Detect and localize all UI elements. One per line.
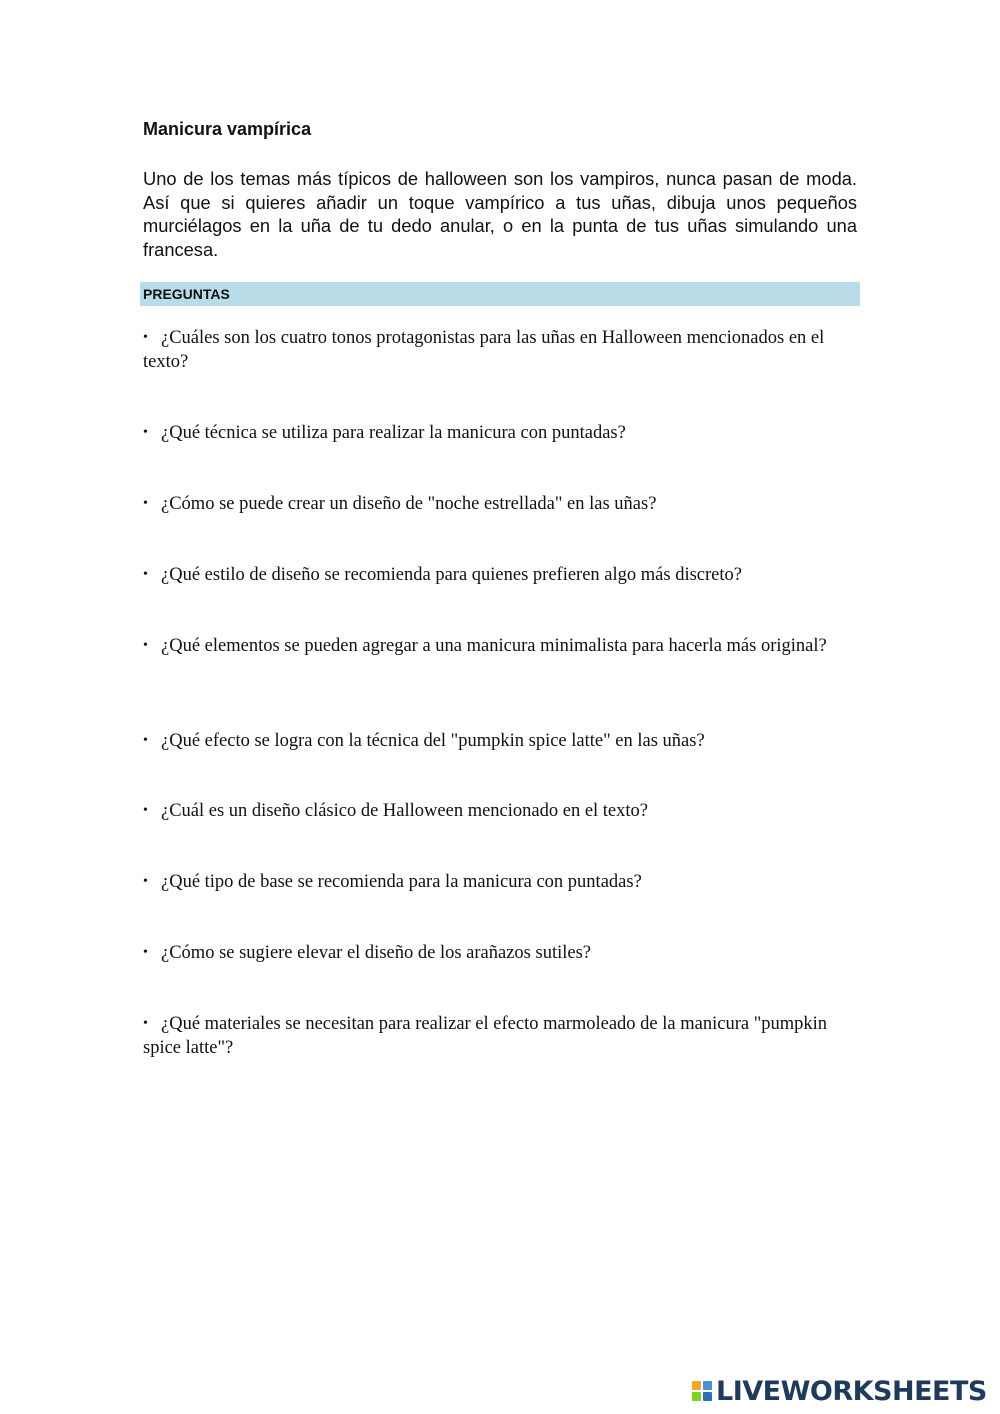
bullet-icon: • [143,803,148,818]
question-text: ¿Cuáles son los cuatro tonos protagonistas para las uñas en Halloween mencionados en el texto? [143,328,825,372]
bullet-icon: • [143,425,148,440]
question-item [143,799,848,824]
question-text: ¿Qué efecto se logra con la técnica del "pumpkin spice latte" en las uñas? [161,731,705,751]
bullet-icon: • [143,874,148,889]
liveworksheets-logo-icon [692,1381,712,1401]
question-text: ¿Cómo se puede crear un diseño de "noche estrellada" en las uñas? [161,494,657,514]
questions-header-label: PREGUNTAS [143,286,230,302]
question-text: ¿Qué técnica se utiliza para realizar la manicura con puntadas? [161,423,626,443]
question-item [143,326,848,374]
question-text: ¿Qué tipo de base se recomienda para la manicura con puntadas? [161,872,642,892]
question-item [143,729,848,754]
bullet-icon: • [143,733,148,748]
question-text: ¿Cuál es un diseño clásico de Halloween mencionado en el texto? [161,801,648,821]
logo-text: LIVEWORKSHEETS [716,1375,987,1407]
question-text: ¿Qué materiales se necesitan para realizar el efecto marmoleado de la manicura "pumpkin spice latte"? [143,1014,828,1058]
question-text: ¿Cómo se sugiere elevar el diseño de los arañazos sutiles? [161,943,591,963]
intro-paragraph: Uno de los temas más típicos de halloween son los vampiros, nunca pasan de moda. Así que si quieres añadir un toque vampírico a tus uñas, dibuja unos pequeños murciélagos en la uña de tu dedo anular, o en la punta de tus uñas simulando una francesa. [143,168,857,260]
question-item [143,563,848,588]
bullet-icon: • [143,1016,148,1031]
bullet-icon: • [143,945,148,960]
question-text: ¿Qué elementos se pueden agregar a una manicura minimalista para hacerla más original? [161,636,827,656]
question-item [143,492,848,517]
question-item [143,870,848,895]
questions-header [140,282,860,306]
bullet-icon: • [143,638,148,653]
question-item [143,1012,848,1060]
question-item [143,421,848,446]
question-text: ¿Qué estilo de diseño se recomienda para quienes prefieren algo más discreto? [161,565,742,585]
question-item [143,634,848,659]
liveworksheets-logo[interactable] [692,1376,987,1406]
section-title: Manicura vampírica [143,119,312,139]
question-item [143,941,848,966]
bullet-icon: • [143,330,148,345]
bullet-icon: • [143,567,148,582]
bullet-icon: • [143,496,148,511]
